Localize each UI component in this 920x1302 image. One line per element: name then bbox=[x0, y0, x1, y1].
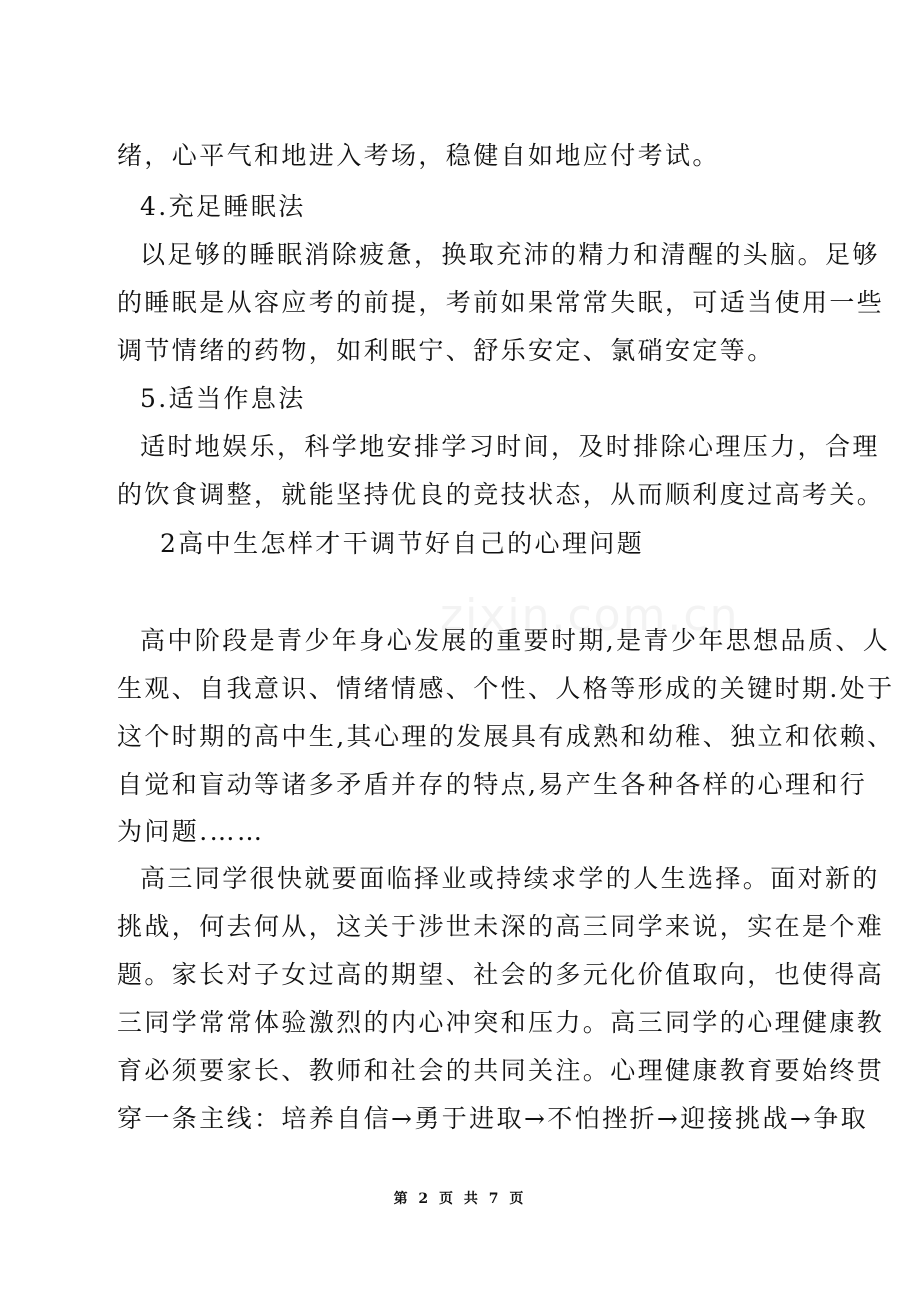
text-line: 三同学常常体验激烈的内心冲突和压力。高三同学的心理健康教 bbox=[117, 1008, 885, 1037]
section-heading: 5.适当作息法 bbox=[140, 384, 306, 413]
page-footer: 第 2 页 共 7 页 bbox=[393, 1191, 527, 1207]
text-line: 这个时期的高中生,其心理的发展具有成熟和幼稚、独立和依赖、 bbox=[117, 722, 895, 751]
text-line: 育必须要家长、教师和社会的共同关注。心理健康教育要始终贯 bbox=[117, 1056, 885, 1085]
text-line: 的饮食调整，就能坚持优良的竞技状态，从而顺利度过高考关。 bbox=[117, 480, 885, 509]
section-subtitle: 2高中生怎样才干调节好自己的心理问题 bbox=[160, 529, 645, 558]
watermark: zixin.com.cn bbox=[440, 590, 740, 641]
text-line: 调节情绪的药物，如利眠宁、舒乐安定、氯硝安定等。 bbox=[117, 336, 775, 365]
text-line: 以足够的睡眠消除疲惫，换取充沛的精力和清醒的头脑。足够 bbox=[140, 240, 880, 269]
text-line: 的睡眠是从容应考的前提，考前如果常常失眠，可适当使用一些 bbox=[117, 288, 885, 317]
text-line: 适时地娱乐，科学地安排学习时间，及时排除心理压力，合理 bbox=[140, 432, 880, 461]
text-line: 自觉和盲动等诸多矛盾并存的特点,易产生各种各样的心理和行 bbox=[117, 770, 868, 799]
text-line: 挑战，何去何从，这关于涉世未深的高三同学来说，实在是个难 bbox=[117, 912, 885, 941]
text-line: 高中阶段是青少年身心发展的重要时期,是青少年思想品质、人 bbox=[140, 626, 891, 655]
section-heading: 4.充足睡眠法 bbox=[140, 192, 306, 221]
text-line: 高三同学很快就要面临择业或持续求学的人生选择。面对新的 bbox=[140, 864, 880, 893]
text-line: 绪，心平气和地进入考场，稳健自如地应付考试。 bbox=[117, 141, 720, 170]
text-line: 穿一条主线：培养自信→勇于进取→不怕挫折→迎接挑战→争取 bbox=[117, 1104, 868, 1133]
text-line: 题。家长对子女过高的期望、社会的多元化价值取向，也使得高 bbox=[117, 960, 885, 989]
text-line: 为问题.…… bbox=[117, 817, 265, 846]
text-line: 生观、自我意识、情绪情感、个性、人格等形成的关键时期.处于 bbox=[117, 674, 895, 703]
